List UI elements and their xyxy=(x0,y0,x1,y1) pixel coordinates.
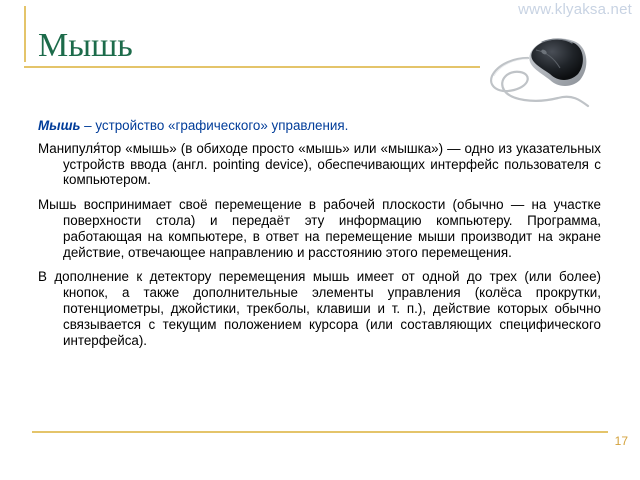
paragraph-2: Мышь воспринимает своё перемещение в рабочей плоскости (обычно — на участке поверхности стола) и передаёт эту информацию компьютеру. Программа, работающая на компьютере, в ответ на перемещение мыши производит на экране действие, отвечающее направлению и расстоянию этого перемещения. xyxy=(38,197,601,260)
computer-mouse-image xyxy=(484,28,596,110)
paragraph-3: В дополнение к детектору перемещения мышь имеет от одной до трех (или более) кнопок, а также дополнительные элементы управления (колёса прокрутки, потенциометры, джойстики, трекболы, клавиши и т. п.), действие которых обычно связывается с текущим положением курсора (или составляющих специфического интерфейса). xyxy=(38,269,601,348)
page-title: Мышь xyxy=(38,27,133,64)
lead-definition xyxy=(38,118,601,134)
title-underline-rule xyxy=(24,66,480,68)
page-number: 17 xyxy=(614,434,628,448)
left-decorative-rule xyxy=(24,6,26,62)
footer-rule xyxy=(32,431,608,433)
lead-text: – устройство «графического» управления. xyxy=(80,118,349,133)
lead-term: Мышь xyxy=(38,118,81,133)
slide-content xyxy=(38,118,601,357)
paragraph-1: Манипуля́тор «мышь» (в обиходе просто «мышь» или «мышка») — одно из указательных устройств ввода (англ. pointing device), обеспечивающих интерфейс пользователя с компьютером. xyxy=(38,140,601,188)
watermark: www.klyaksa.net xyxy=(518,1,632,18)
